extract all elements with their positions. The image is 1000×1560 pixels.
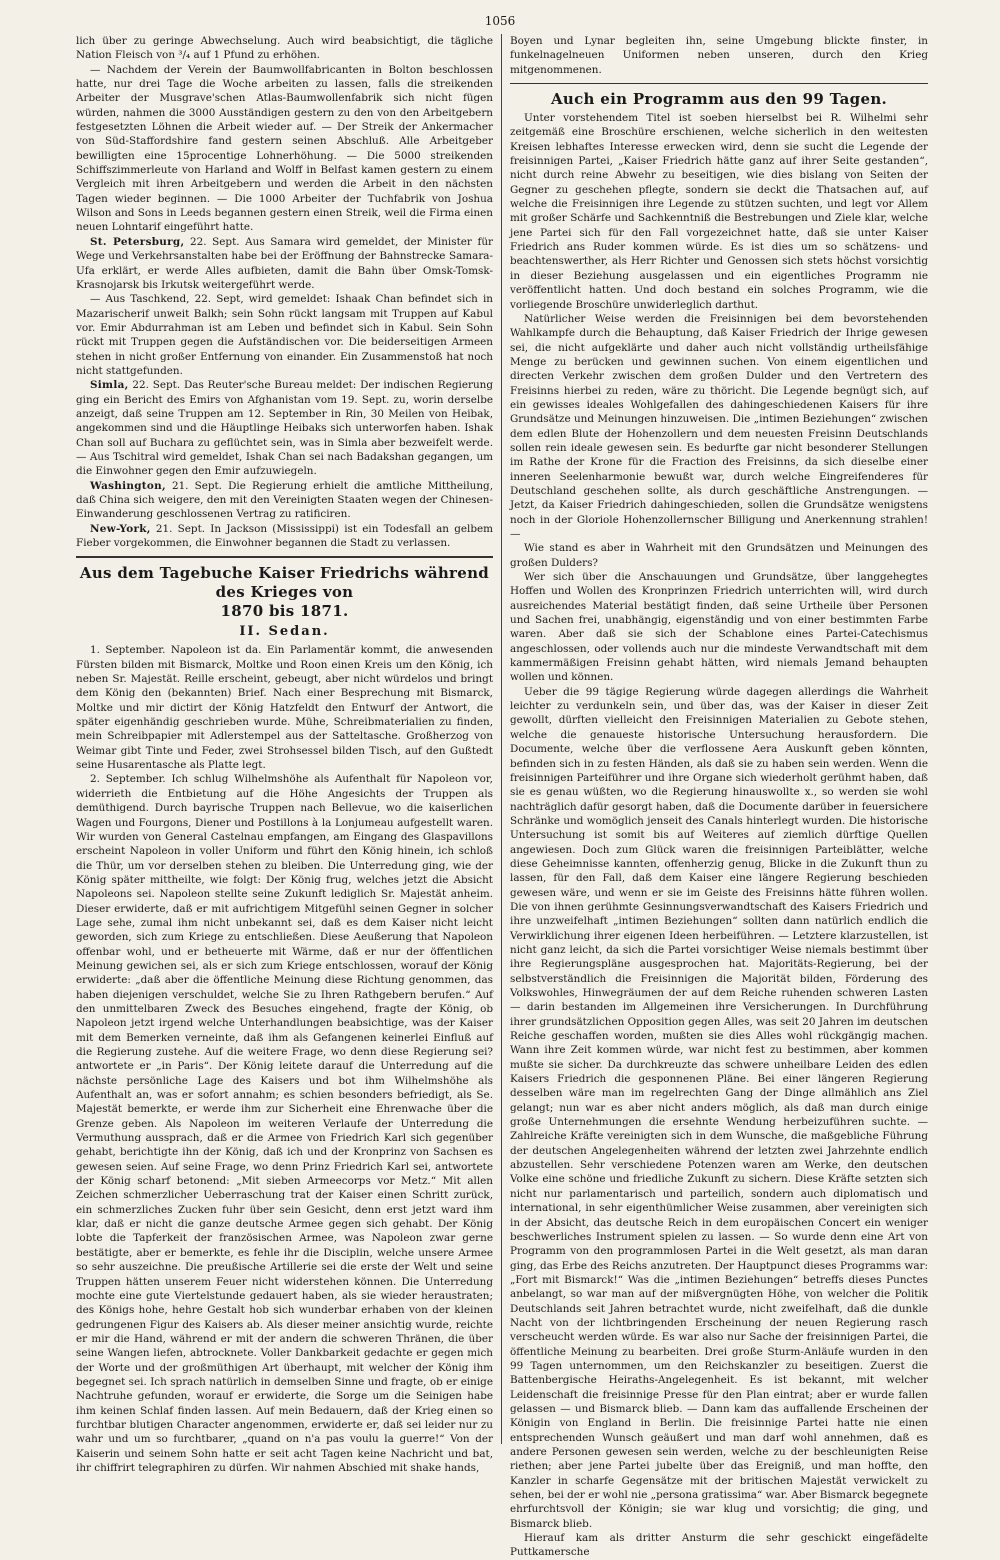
news-section — [76, 34, 493, 550]
diary-title — [76, 564, 493, 621]
article-heading: Auch ein Programm aus den 99 Tagen. — [550, 90, 888, 109]
diary-paragraph: 2. September. Ich schlug Wilhelmshöhe als Aufenthalt für Napoleon vor, widerrieth die Entbietung auf die Höhe Angesichts der Truppen als demüthigend. Durch bayrische Truppen nach Bellevue, wo die kaiserlichen Wagen und Fourgons, Diener und Postillons à la Lonjumeau aufgestellt waren. Wir wurden von General Castelnau empfangen, am Eingang des Glaspavillons erscheint Napoleon in voller Uniform und führt den König hinein, ich schloß die Thür, um vor derselben stehen zu bleiben. Die Unterredung ging, wie der König später mittheilte, wie folgt: Der König frug, welches jetzt die Absicht Napoleons sei. Napoleon stellte seine Zukunft lediglich Sr. Majestät anheim. Dieser erwiderte, daß er mit aufrichtigem Mitgefühl seinen Gegner in solcher Lage sehe, zumal ihm nicht unbekannt sei, daß es dem Kaiser nicht leicht geworden, sich zum Kriege zu entschließen. Diese Aeußerung that Napoleon offenbar wohl, und er betheuerte mit Wärme, daß er nur der öffentlichen Meinung gewichen sei, als er sich zum Kriege entschlossen, worauf der König erwiderte: „daß aber die öffentliche Meinung diese Richtung genommen, das haben diejenigen verschuldet, welche Sie zu Ihren Rathgebern berufen.“ Auf den unmittelbaren Zweck des Besuches eingehend, fragte der König, ob Napoleon jetzt irgend welche Unterhandlungen beabsichtige, was der Kaiser mit dem Bemerken verneinte, daß ihm als Gefangenen keinerlei Einfluß auf die Regierung zustehe. Auf die weitere Frage, wo denn diese Regierung sei? antwortete er „in Paris“. Der König leitete darauf die Unterredung auf die nächste persönliche Lage des Kaisers und bot ihm Wilhelmshöhe als Aufenthalt an, was er sofort annahm; es schien besonders befriedigt, als Se. Majestät bemerkte, er werde ihm zur Sicherheit eine Ehrenwache über die Grenze geben. Als Napoleon im weiteren Verlaufe der Unterredung die Vermuthung aussprach, daß er die Armee von Friedrich Karl sich gegenüber gehabt, berichtigte ihn der König, daß ich und der Kronprinz von Sachsen es gewesen seien. Auf seine Frage, wo denn Prinz Friedrich Karl sei, antwortete der König scharf betonend: „Mit sieben Armeecorps vor Metz.“ Mit allen Zeichen schmerzlicher Ueberraschung trat der Kaiser einen Schritt zurück, ein schmerzliches Zucken fuhr über sein Gesicht, denn erst jetzt ward ihm klar, daß er nicht die ganze deutsche Armee gegen sich gehabt. Der König lobte die Tapferkeit der französischen Armee, was Napoleon zwar gerne bestätigte, aber er bemerkte, es fehle ihr die Disciplin, welche unsere Armee so sehr auszeichne. Die preußische Artillerie sei die erste der Welt und seine Truppen hätten unserem Feuer nicht widerstehen können. Die Unterredung mochte eine gute Viertelstunde gedauert haben, als sie wieder heraustraten; des Königs hohe, hehre Gestalt hob sich wunderbar erhaben von der kleinen gedrungenen Figur des Kaisers ab. Als dieser meiner ansichtig wurde, reichte er mir die Hand, während er mit der andern die schweren Thränen, die über seine Wangen liefen, abtrocknete. Voller Dankbarkeit gedachte er gegen mich der Worte und der großmüthigen Art überhaupt, mit welcher der König ihm begegnet sei. Ich sprach natürlich in demselben Sinne und fragte, ob er einige Nachtruhe gefunden, worauf er erwiderte, die Sorge um die Seinigen habe ihm keinen Schlaf finden lassen. Auf mein Bedauern, daß der Krieg einen so furchtbar blutigen Character angenommen, erwiderte er, daß sei leider nur zu wahr und um so furchtbarer, „quand on n'a pas voulu la guerre!“ Von der Kaiserin und seinem Sohn hatte er seit acht Tagen keine Nachricht und bat, ihr chiffrirt telegraphiren zu dürfen. Wir nahmen Abschied mit shake hands, — [76, 773, 493, 1474]
columns — [76, 34, 928, 1559]
news-text: 22. Sept. Aus Samara wird gemeldet, der Minister für Wege und Verkehrsanstalten habe bei der Eröffnung der Bahnstrecke Samara-Ufa erklärt, er werde Alles aufbieten, damit die Bahn über Omsk-Tomsk-Krasnojarsk bis Irkutsk weitergeführt werde. — [76, 235, 493, 291]
news-text: 22. Sept. Das Reuter'sche Bureau meldet: Der indischen Regierung ging ein Bericht des Emirs von Afghanistan vom 19. Sept. zu, worin derselbe anzeigt, daß seine Truppen am 12. September in Rin, 30 Meilen von Heibak, angekommen sind und die Häuptlinge Heibaks sich unterworfen haben. Ishak Chan soll auf Buchara zu geflüchtet sein, was in Simla aber bezweifelt werde. — Aus Tschitral wird gemeldet, Ishak Chan sei nach Badakshan gegangen, um die Einwohner gegen den Emir aufzuwiegeln. — [76, 379, 493, 478]
news-dateline: St. Petersburg, — [90, 235, 185, 248]
news-item — [76, 235, 493, 292]
news-dateline: Simla, — [90, 379, 129, 392]
section-rule — [76, 556, 493, 558]
news-item: — Aus Taschkend, 22. Sept, wird gemeldet: Ishaak Chan befindet sich in Mazarischerif unweit Balkh; sein Sohn rückt langsam mit Truppen auf Kabul vor. Emir Abdurrahman ist am Leben und befindet sich in Kabul. Sein Sohn rückt mit Truppen gegen die Aufständischen vor. Die beiderseitigen Armeen stehen in nicht großer Entfernung von einander. Ein Zusammenstoß hat noch nicht stattgefunden. — [76, 293, 493, 377]
diary-section: II. Sedan. — [239, 624, 330, 640]
page-number: 1056 — [484, 14, 516, 28]
article-paragraph: Wer sich über die Anschauungen und Grundsätze, über langgehegtes Hoffen und Wollen des Kronprinzen Friedrich unterrichten will, wird durch ausreichendes Material bestätigt finden, daß seine Urtheile über Personen und Sachen frei, unabhängig, eigenständig und von einer bestimmten Farbe waren. Aber daß sie sich der Schablone eines Partei-Catechismus angeschlossen, oder vollends auch nur die mindeste Verwandtschaft mit dem kammermäßigen Freisinn gehabt hätten, wird niemals Jemand behaupten wollen und können. — [510, 571, 928, 684]
news-item — [76, 378, 493, 478]
diary-paragraph: 1. September. Napoleon ist da. Ein Parlamentär kommt, die anwesenden Fürsten bilden mit Bismarck, Moltke und Roon einen Kreis um den König, ich neben Sr. Majestät. Reille erscheint, gebeugt, aber nicht würdelos und bringt dem König den (bekannten) Brief. Nach einer Besprechung mit Bismarck, Moltke und mir dictirt der König Hatzfeldt den Entwurf der Antwort, die später eigenhändig geschrieben wurde. Mühe, Schreibmaterialien zu finden, mein Schreibpapier mit Adlerstempel aus der Satteltasche. Großherzog von Weimar gibt Tinte und Feder, zwei Strohsessel bilden Tisch, auf den Gußtedt seine Husarentasche als Platte legt. — [76, 644, 493, 772]
diary-title-line1: Aus dem Tagebuche Kaiser Friedrichs während des Krieges von — [79, 564, 490, 602]
left-column — [76, 34, 502, 1474]
right-rule — [510, 83, 928, 84]
news-item — [76, 479, 493, 522]
article-paragraph: Ueber die 99 tägige Regierung würde dagegen allerdings die Wahrheit leichter zu verdunkeln sein, und über das, was der Kaiser in dieser Zeit gewollt, dürften vielleicht den Freisinnigen Materialien zu Gebote stehen, welche die genaueste historische Untersuchung herausfordern. Die Documente, welche über die verflossene Aera Auskunft geben könnten, befinden sich in zu festen Händen, als daß sie zu haben sein werden. Wenn die freisinnigen Parteiführer und ihre Organe sich wiederholt gerühmt haben, daß sie es genau wüßten, wo die Regierung hinauswollte x., so werden sie wohl nachträglich dafür gesorgt haben, daß die Documente darüber in feuersichere Schränke und womöglich jenseit des Canals hinterlegt wurden. Die historische Untersuchung ist somit bis auf Weiteres auf ziemlich dürftige Quellen angewiesen. Doch zum Glück waren die freisinnigen Parteiblätter, welche diese Geheimnisse kannten, offenherzig genug, Blicke in die Zukunft thun zu lassen, für den Fall, daß dem Kaiser eine längere Regierung beschieden gewesen wäre, und wenn er sie im Geiste des Freisinns hätte führen wollen. Die von ihnen gerühmte Gesinnungsverwandtschaft des Kaisers Friedrich und ihre unzweifelhaft „intimen Beziehungen“ sollten dann natürlich endlich die Verwirklichung ihrer eigenen Ideen herbeiführen. — Letztere klarzustellen, ist nicht ganz leicht, da sich die Partei vorsichtiger Weise niemals bestimmt über ihre Regierungspläne ausgesprochen hat. Majoritäts-Regierung, bei der selbstverständlich die Freisinnigen die Majorität bilden, Förderung des Volkswohles, Hinwegräumen der auf dem Reiche ruhenden schweren Lasten — darin bestanden im Allgemeinen ihre Versicherungen. In Durchführung ihrer grundsätzlichen Opposition gegen Alles, was seit 20 Jahren im deutschen Reiche geschaffen worden, mußten sie dies Alles wohl rückgängig machen. Wann ihre Zeit kommen würde, war nicht fest zu bestimmen, aber kommen mußte sie sicher. Da durchkreuzte das schwere unheilbare Leiden des edlen Kaisers Friedrich die gesponnenen Pläne. Bei einer längeren Regierung desselben wäre man im regelrechten Gang der Dinge allmählich ans Ziel gelangt; nun war es aber nicht anders möglich, als daß man durch einige große Unternehmungen die ersehnte Wendung herbeizuführen suchte. — Zahlreiche Kräfte vereinigten sich in dem Wunsche, die maßgebliche Führung der deutschen Angelegenheiten während der letzten zwei Jahrzehnte endlich abzustellen. Sehr verschiedene Potenzen waren am Werke, den deutschen Volke eine schöne und friedliche Zukunft zu sichern. Diese Kräfte setzten sich nicht nur parlamentarisch und parteilich, sondern auch diplomatisch und international, in sehr eigenthümlicher Weise zusammen, aber vereinigten sich in der Absicht, das deutsche Reich in dem europäischen Concert ein weniger beschwerliches Instrument spielen zu lassen. — So wurde denn eine Art von Programm von den programmlosen Partei in die Welt gesetzt, als man daran ging, das Erbe des Reichs anzutreten. Der Hauptpunct dieses Programms war: „Fort mit Bismarck!“ Was die „intimen Beziehungen“ betreffs dieses Punctes anbelangt, so war man auf der mißvergnügten Höhe, von welcher die Politik Deutschlands seit Jahren betrachtet wurde, nicht zweifelhaft, daß die dunkle Nacht von der lichtbringenden Erscheinung der neuen Regierung rasch verscheucht werden würde. Es war also nur Sache der freisinnigen Partei, die öffentliche Meinung zu bearbeiten. Drei große Sturm-Anläufe wurden in den 99 Tagen unternommen, um den Reichskanzler zu beseitigen. Zuerst die Battenbergische Heiraths-Angelegenheit. Es ist bekannt, mit welcher Leidenschaft die freisinnige Presse für den Plan eintrat; aber er wurde fallen gelassen — und Bismarck blieb. — Dann kam das auffallende Erscheinen der Königin von England in Berlin. Die freisinnige Partei hatte nie einen entsprechenden Wunsch geäußert und man darf wohl annehmen, daß es andere Personen gewesen sein werden, welche zu der beschleunigten Reise riethen; aber jene Partei jubelte über das Ereigniß, und man hoffte, den Kanzler in scharfe Gegensätze mit der britischen Majestät verwickelt zu sehen, bei der er wohl nie „persona gratissima“ war. Aber Bismarck begegnete ehrfurchtsvoll der Königin; sie war klug und vorsichtig; die ging, und Bismarck blieb. — [510, 685, 928, 1530]
diary-title-line2: 1870 bis 1871. — [220, 602, 349, 621]
article-paragraph: Natürlicher Weise werden die Freisinnigen bei dem bevorstehenden Wahlkampfe durch die Behauptung, daß Kaiser Friedrich der Ihrige gewesen sei, die nicht aufgeklärte und daher auch nicht vollständig urtheilsfähige Menge zu berücken und gewinnen suchen. Von einem eigentlichen und directen Verkehr zwischen dem großen Dulder und den Vertretern des Freisinns hierbei zu reden, wäre zu thöricht. Die Legende begnügt sich, auf ein gewisses ideales Wohlgefallen des dahingeschiedenen Kaisers für ihre Grundsätze und Meinungen hinzuweisen. Die „intimen Beziehungen“ zwischen dem edlen Blute der Hohenzollern und dem neuesten Freisinn Deutschlands sollen rein ideale gewesen sein. Es bedurfte gar nicht besonderer Stellungen im Rathe der Krone für die Fraction des Freisinns, da sich dieselbe einer inneren Seelenharmonie bewußt war, durch welche Eingreifenderes für Deutschland geschehen sollte, als durch geschäftliche Anstrengungen. — Jetzt, da Kaiser Friedrich dahingeschieden, sollen die Grundsätze wenigstens noch in der Gloriole Hohenzollernscher Billigung und Anerkennung strahlen! — — [510, 312, 928, 540]
news-text: 21. Sept. Die Regierung erhielt die amtliche Mittheilung, daß China sich weigere, den mit den Vereinigten Staaten wegen der Chinesen-Einwanderung geschlossenen Vertrag zu ratificiren. — [76, 479, 493, 521]
news-item: — Nachdem der Verein der Baumwollfabricanten in Bolton beschlossen hatte, nur drei Tage die Woche arbeiten zu lassen, falls die streikenden Arbeiter der Musgrave'schen Atlas-Baumwollenfabrik sich nicht fügen würden, nahmen die 3000 Ausständigen gestern zu den von den Arbeitgebern festgesetzten Löhnen die Arbeit wieder auf. — Der Streik der Ankermacher von Süd-Staffordshire fand gestern seinen Abschluß. Alle Arbeitgeber bewilligten eine 15procentige Lohnerhöhung. — Die 5000 streikenden Schiffszimmerleute von Harland and Wolff in Belfast kamen gestern zu einem Vergleich mit ihren Arbeitgebern und werden die Arbeit in den nächsten Tagen wieder beginnen. — Die 1000 Arbeiter der Tuchfabrik von Joshua Wilson and Sons in Leeds begannen gestern einen Streik, weil die Firma einen neuen Lohntarif eingeführt hatte. — [76, 63, 493, 234]
article-paragraph: Wie stand es aber in Wahrheit mit den Grundsätzen und Meinungen des großen Dulders? — [510, 542, 928, 569]
news-dateline: New-York, — [90, 522, 151, 535]
news-item — [76, 522, 493, 551]
news-item: lich über zu geringe Abwechselung. Auch wird beabsichtigt, die tägliche Nation Fleisch von ³/₄ auf 1 Pfund zu erhöhen. — [76, 35, 493, 62]
diary-body — [76, 643, 493, 1475]
article-paragraph: Hierauf kam als dritter Ansturm die sehr geschickt eingefädelte Puttkamersche — [510, 1532, 928, 1559]
right-continuation: Boyen und Lynar begleiten ihn, seine Umgebung blickte finster, in funkelnagelneuen Uniformen neben unseren, durch den Krieg mitgenommenen. — [510, 35, 928, 76]
news-dateline: Washington, — [90, 479, 166, 492]
right-column — [502, 34, 928, 1559]
news-text: 21. Sept. In Jackson (Mississippi) ist ein Todesfall an gelbem Fieber vorgekommen, die Einwohner begannen die Stadt zu verlassen. — [76, 522, 493, 550]
article-body — [510, 111, 928, 1560]
article-paragraph: Unter vorstehendem Titel ist soeben hierselbst bei R. Wilhelmi sehr zeitgemäß eine Broschüre erschienen, welche sicherlich in den weitesten Kreisen lebhaftes Interesse erwecken wird, denn sie sucht die Legende der freisinnigen Partei, „Kaiser Friedrich hätte ganz auf ihrer Seite gestanden“, nicht durch reine Abwehr zu beseitigen, wie dies bislang von Seiten der Gegner zu geschehen pflegte, sondern sie deckt die Thatsachen auf, auf welche die Freisinnigen ihre Legende zu stützen suchten, und legt vor Allem mit großer Schärfe und Sachkenntniß die Bestrebungen und Ziele klar, welche jene Partei sich für den Fall vorgezeichnet hatte, daß sie unter Kaiser Friedrich ans Ruder kommen würde. Es ist dies um so schätzens- und beachtenswerther, als Herr Richter und Genossen sich stets höchst vorsichtig in dieser Beziehung ausgelassen und ein eigentliches Programm nie veröffentlicht hatten. Und doch bestand ein solches Programm, wie die vorliegende Broschüre unwiderleglich darthut. — [510, 112, 928, 311]
